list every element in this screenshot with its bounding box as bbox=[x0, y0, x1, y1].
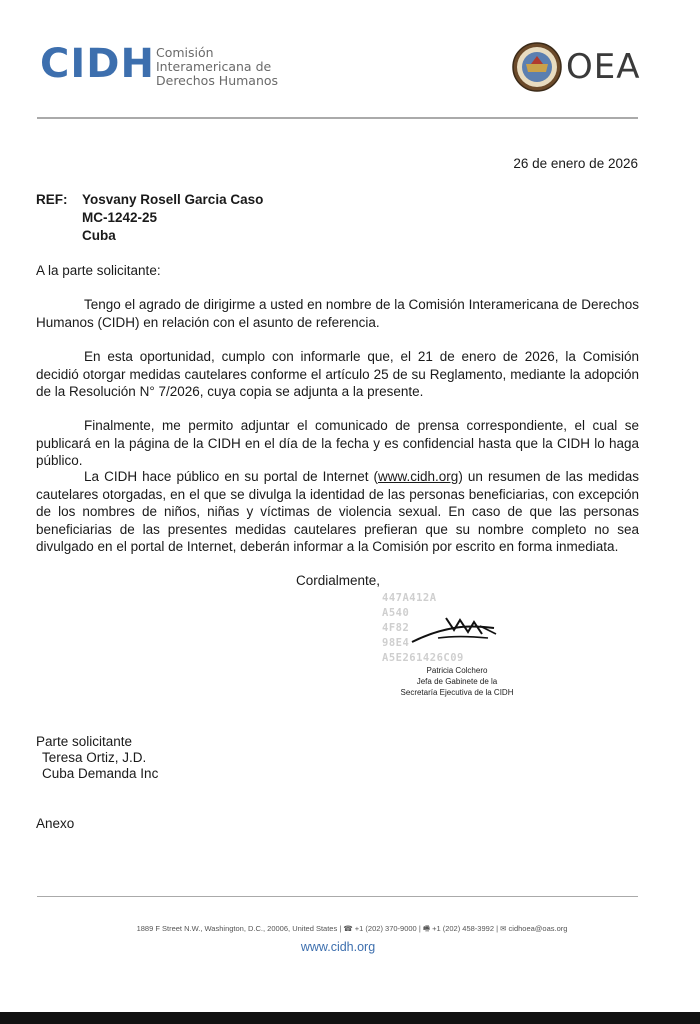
footer-website[interactable]: www.cidh.org bbox=[300, 940, 376, 954]
paragraph: En esta oportunidad, cumplo con informarle que, el 21 de enero de 2026, la Comisión decidió otorgar medidas cautelares conforme el artículo 25 de su Reglamento, mediante la adopción de la Resolución N° 7/2026, cuya copia se adjunta a la presente. bbox=[36, 349, 639, 399]
signer-line: Patricia Colchero bbox=[426, 666, 488, 675]
ref-label: REF: bbox=[36, 192, 68, 207]
signer-line: Secretaría Ejecutiva de la CIDH bbox=[400, 688, 514, 697]
cidh-logo bbox=[40, 41, 155, 87]
phone-icon: ☎ bbox=[343, 924, 353, 933]
paragraph bbox=[36, 468, 639, 556]
email-icon: ✉ bbox=[500, 924, 507, 933]
footer-contact bbox=[92, 923, 612, 936]
paragraph: Finalmente, me permito adjuntar el comunicado de prensa correspondiente, el cual se publicará en la página de la CIDH en el día de la fecha y es confidencial hasta que la CIDH lo haga público. bbox=[36, 418, 639, 468]
oea-seal-icon bbox=[512, 42, 562, 92]
header-divider bbox=[37, 117, 638, 119]
ref-line: Cuba bbox=[82, 228, 116, 243]
signature-icon bbox=[408, 612, 500, 648]
signature-code-line: A5E261426C09 bbox=[382, 652, 464, 664]
fax-icon: 🖷 bbox=[422, 924, 430, 933]
recipient-block bbox=[36, 734, 158, 782]
footer-phone: +1 (202) 370-9000 bbox=[354, 924, 417, 933]
recipient-line: Teresa Ortiz, J.D. bbox=[42, 750, 147, 765]
signature-code-line: 98E4 bbox=[382, 637, 410, 649]
cidh-logo-text: CIDH bbox=[40, 41, 155, 87]
separator: | bbox=[418, 924, 423, 933]
closing: Cordialmente, bbox=[296, 573, 381, 588]
signer-block bbox=[362, 665, 552, 698]
oea-logo-text: OEA bbox=[566, 47, 641, 87]
signature-code-line: 4F82 bbox=[382, 622, 410, 634]
separator: | bbox=[496, 924, 501, 933]
website-link[interactable]: www.cidh.org bbox=[378, 469, 459, 484]
separator: | bbox=[339, 924, 344, 933]
paragraph-text: La CIDH hace público en su portal de Internet ( bbox=[84, 469, 379, 484]
recipient-line: Cuba Demanda Inc bbox=[42, 766, 159, 781]
commission-name bbox=[156, 46, 278, 88]
footer-email[interactable]: cidhoea@oas.org bbox=[508, 924, 568, 933]
commission-line: Comisión bbox=[156, 45, 214, 60]
recipient-line: Parte solicitante bbox=[36, 734, 133, 749]
oea-logo bbox=[512, 42, 641, 92]
footer-fax: +1 (202) 458-3992 bbox=[432, 924, 494, 933]
signature-code-line: A540 bbox=[382, 607, 410, 619]
paragraph-text: ) un resumen de las medidas cautelares otorgadas, en el que se divulga la identidad de las personas beneficiarias, con excepción de los nombres de niños, niñas y víctimas de violencia sexual. En caso de que las personas beneficiarias de las presentes medidas cautelares prefieran que su nombre completo no sea divulgado en el portal de Internet, deberán informar a la Comisión por escrito en forma inmediata. bbox=[36, 469, 639, 554]
signer-line: Jefa de Gabinete de la bbox=[416, 677, 498, 686]
commission-line: Interamericana de bbox=[156, 59, 272, 74]
ref-line: MC-1242-25 bbox=[82, 210, 158, 225]
paragraph: Tengo el agrado de dirigirme a usted en nombre de la Comisión Interamericana de Derechos Humanos (CIDH) en relación con el asunto de referencia. bbox=[36, 297, 639, 330]
ref-block bbox=[82, 191, 263, 245]
letter-date: 26 de enero de 2026 bbox=[513, 156, 638, 171]
footer-address: 1889 F Street N.W., Washington, D.C., 20006, United States bbox=[136, 924, 338, 933]
salutation: A la parte solicitante: bbox=[36, 263, 161, 278]
signature-code-line: 447A412A bbox=[382, 592, 437, 604]
annex-label: Anexo bbox=[36, 816, 75, 831]
footer-divider bbox=[37, 896, 638, 897]
bottom-edge bbox=[0, 1012, 700, 1024]
commission-line: Derechos Humanos bbox=[156, 73, 279, 88]
ref-line: Yosvany Rosell Garcia Caso bbox=[82, 192, 264, 207]
